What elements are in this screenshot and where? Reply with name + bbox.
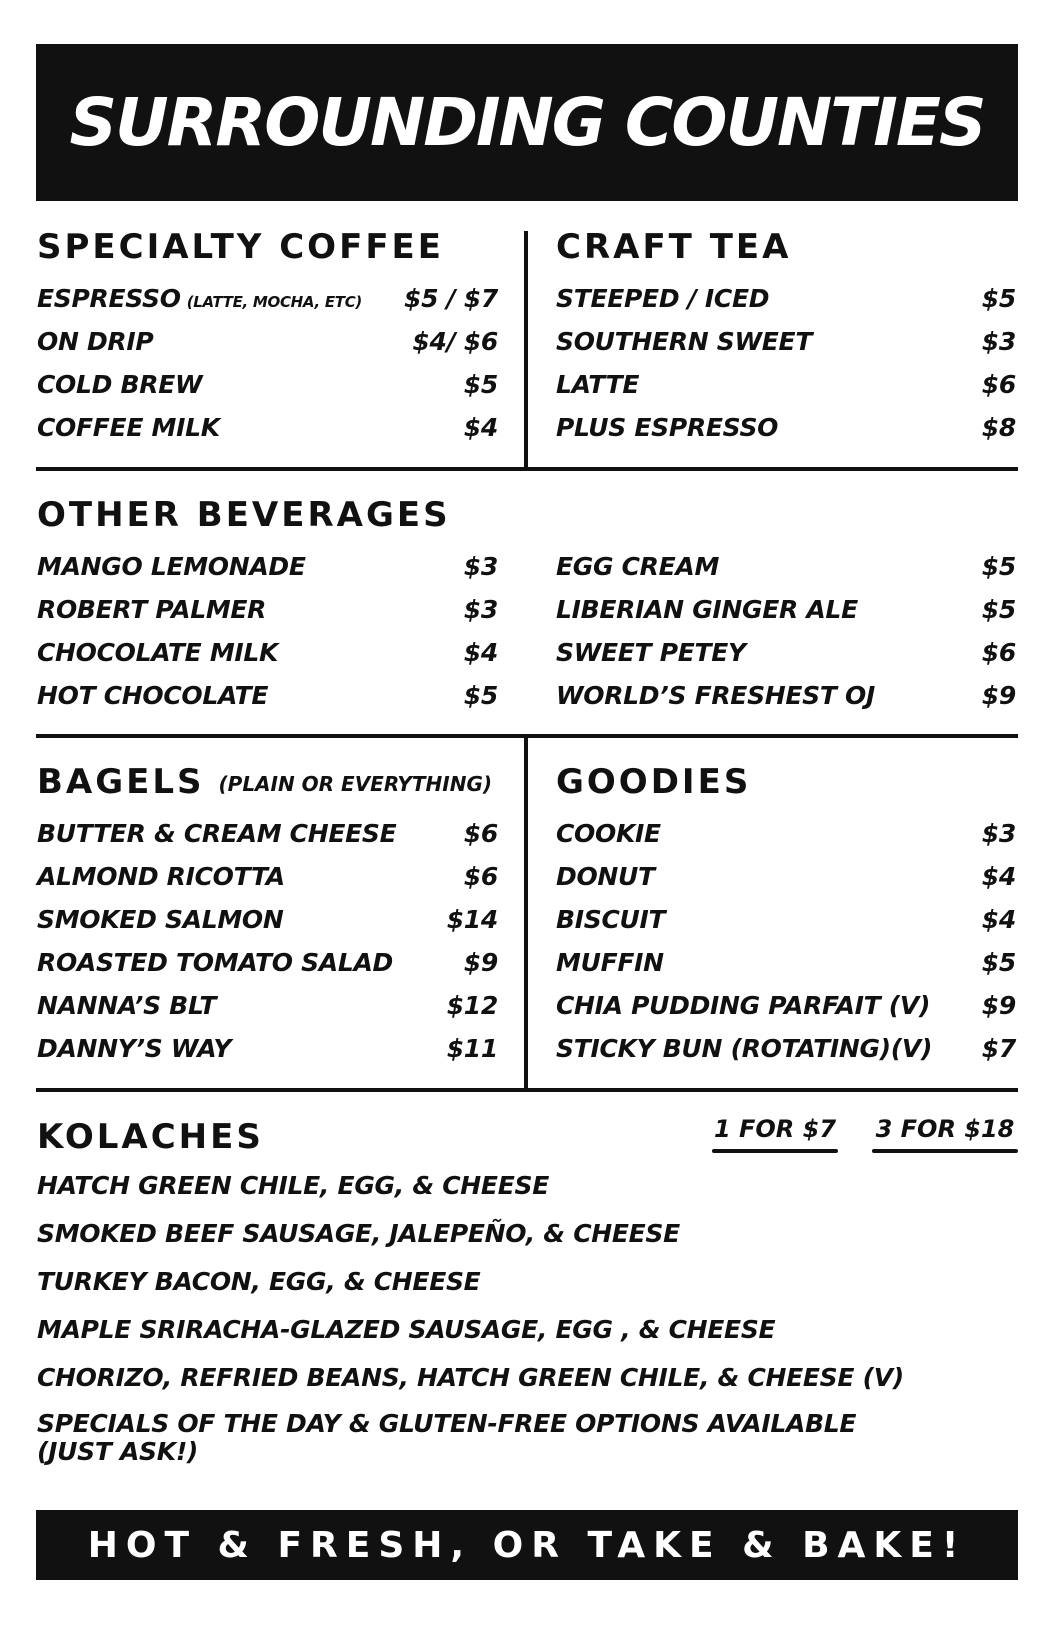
menu-item <box>556 588 1016 631</box>
item-name: LIBERIAN GINGER ALE <box>556 595 858 624</box>
bagels-section <box>37 762 498 1070</box>
section-divider-1 <box>36 467 1018 471</box>
menu-item <box>37 406 498 449</box>
item-price: $5 <box>981 284 1016 313</box>
item-price: $3 <box>463 595 498 624</box>
item-price: $6 <box>981 370 1016 399</box>
footer-tagline: HOT & FRESH, OR TAKE & BAKE! <box>87 1524 967 1566</box>
deal-three-label: 3 FOR $18 <box>875 1115 1015 1143</box>
item-name: STICKY BUN (ROTATING)(V) <box>556 1034 933 1063</box>
item-name: CHOCOLATE MILK <box>37 638 279 667</box>
item-price: $7 <box>981 1034 1016 1063</box>
menu-item <box>556 631 1016 674</box>
item-name: WORLD’S FRESHEST OJ <box>556 681 875 710</box>
item-name: MUFFIN <box>556 948 664 977</box>
kolache-item: SMOKED BEEF SAUSAGE, JALEPEÑO, & CHEESE <box>37 1219 680 1248</box>
kolaches-list <box>37 1162 1016 1402</box>
menu-item <box>37 320 498 363</box>
item-price: $6 <box>463 819 498 848</box>
menu-item <box>37 545 498 588</box>
item-name: DANNY’S WAY <box>37 1034 232 1063</box>
section-title-other-beverages: OTHER BEVERAGES <box>37 495 451 535</box>
item-name: CHIA PUDDING PARFAIT (V) <box>556 991 931 1020</box>
menu-item <box>556 984 1016 1027</box>
item-name: SMOKED SALMON <box>37 905 284 934</box>
item-name: ROASTED TOMATO SALAD <box>37 948 393 977</box>
item-price: $9 <box>981 991 1016 1020</box>
item-note: (LATTE, MOCHA, ETC) <box>186 293 362 311</box>
item-price: $3 <box>463 552 498 581</box>
item-price: $4 <box>463 413 498 442</box>
item-name: MANGO LEMONADE <box>37 552 306 581</box>
menu-item <box>556 277 1016 320</box>
item-price: $9 <box>981 681 1016 710</box>
menu-item <box>37 898 498 941</box>
item-price: $5 <box>981 948 1016 977</box>
item-price: $5 / $7 <box>403 284 498 313</box>
item-name: EGG CREAM <box>556 552 720 581</box>
bagels-title: BAGELS <box>37 762 205 802</box>
menu-item <box>556 545 1016 588</box>
item-name: LATTE <box>556 370 640 399</box>
item-price: $5 <box>981 552 1016 581</box>
item-name: ESPRESSO <box>37 284 181 313</box>
item-name: COOKIE <box>556 819 661 848</box>
other-beverages-left-column <box>37 545 498 717</box>
item-price: $5 <box>981 595 1016 624</box>
menu-item <box>37 363 498 406</box>
menu-item <box>37 941 498 984</box>
column-divider-middle <box>524 736 528 1091</box>
item-name: PLUS ESPRESSO <box>556 413 779 442</box>
menu-item <box>556 363 1016 406</box>
section-divider-3 <box>36 1088 1018 1092</box>
menu-item <box>37 812 498 855</box>
item-price: $9 <box>463 948 498 977</box>
section-title-kolaches: KOLACHES <box>37 1117 264 1157</box>
other-beverages-section <box>37 495 1016 535</box>
section-title-goodies: GOODIES <box>556 762 752 802</box>
deal-three-for <box>872 1115 1018 1153</box>
item-name: DONUT <box>556 862 655 891</box>
item-name: BISCUIT <box>556 905 666 934</box>
menu-item <box>37 277 498 320</box>
column-divider-top <box>524 231 528 469</box>
item-name: BUTTER & CREAM CHEESE <box>37 819 397 848</box>
kolache-item: HATCH GREEN CHILE, EGG, & CHEESE <box>37 1171 549 1200</box>
item-price: $12 <box>446 991 498 1020</box>
item-price: $5 <box>463 370 498 399</box>
menu-item <box>556 406 1016 449</box>
item-price: $4 <box>981 862 1016 891</box>
menu-item <box>37 588 498 631</box>
item-name: HOT CHOCOLATE <box>37 681 269 710</box>
item-name: SWEET PETEY <box>556 638 746 667</box>
menu-item <box>37 855 498 898</box>
kolache-item: TURKEY BACON, EGG, & CHEESE <box>37 1267 481 1296</box>
item-name: STEEPED / ICED <box>556 284 770 313</box>
item-name: COFFEE MILK <box>37 413 220 442</box>
section-title-specialty-coffee: SPECIALTY COFFEE <box>37 227 444 267</box>
item-name: ALMOND RICOTTA <box>37 862 285 891</box>
item-price: $6 <box>463 862 498 891</box>
item-price: $14 <box>446 905 498 934</box>
deal-three-underline <box>872 1149 1018 1153</box>
deal-one-for <box>712 1115 838 1153</box>
other-beverages-right-column <box>556 545 1016 717</box>
title-banner <box>36 44 1018 201</box>
item-price: $4 <box>981 905 1016 934</box>
item-price: $3 <box>981 327 1016 356</box>
item-price: $6 <box>981 638 1016 667</box>
menu-item <box>37 1027 498 1070</box>
goodies-section <box>556 762 1016 1070</box>
item-price: $3 <box>981 819 1016 848</box>
kolache-item: CHORIZO, REFRIED BEANS, HATCH GREEN CHILE, & CHEESE (V) <box>37 1363 904 1392</box>
item-name: NANNA’S BLT <box>37 991 217 1020</box>
item-name: SOUTHERN SWEET <box>556 327 813 356</box>
item-name: ON DRIP <box>37 327 154 356</box>
deal-one-label: 1 FOR $7 <box>713 1115 837 1143</box>
menu-item <box>556 855 1016 898</box>
specialty-coffee-section <box>37 227 498 449</box>
item-name: ROBERT PALMER <box>37 595 267 624</box>
menu-title: SURROUNDING COUNTIES <box>69 84 985 161</box>
item-price: $4 <box>463 638 498 667</box>
specials-notice: SPECIALS OF THE DAY & GLUTEN-FREE OPTIONS AVAILABLE (JUST ASK!) <box>37 1409 857 1466</box>
craft-tea-section <box>556 227 1016 449</box>
item-price: $5 <box>463 681 498 710</box>
bagels-note: (PLAIN OR EVERYTHING) <box>218 771 493 796</box>
footer-banner <box>36 1510 1018 1580</box>
section-title-bagels <box>37 762 498 802</box>
menu-item <box>37 984 498 1027</box>
menu-item <box>556 898 1016 941</box>
menu-item <box>556 674 1016 717</box>
menu-item <box>37 674 498 717</box>
menu-item <box>556 320 1016 363</box>
menu-item <box>556 1027 1016 1070</box>
deal-one-underline <box>712 1149 838 1153</box>
menu-item <box>556 812 1016 855</box>
item-price: $4/ $6 <box>412 327 498 356</box>
kolache-item: MAPLE SRIRACHA-GLAZED SAUSAGE, EGG , & CHEESE <box>37 1315 776 1344</box>
kolaches-notice-block <box>37 1410 917 1466</box>
kolaches-section <box>37 1117 637 1157</box>
menu-item <box>37 631 498 674</box>
item-name: COLD BREW <box>37 370 203 399</box>
item-price: $11 <box>446 1034 498 1063</box>
menu-item <box>556 941 1016 984</box>
section-title-craft-tea: CRAFT TEA <box>556 227 792 267</box>
item-price: $8 <box>981 413 1016 442</box>
